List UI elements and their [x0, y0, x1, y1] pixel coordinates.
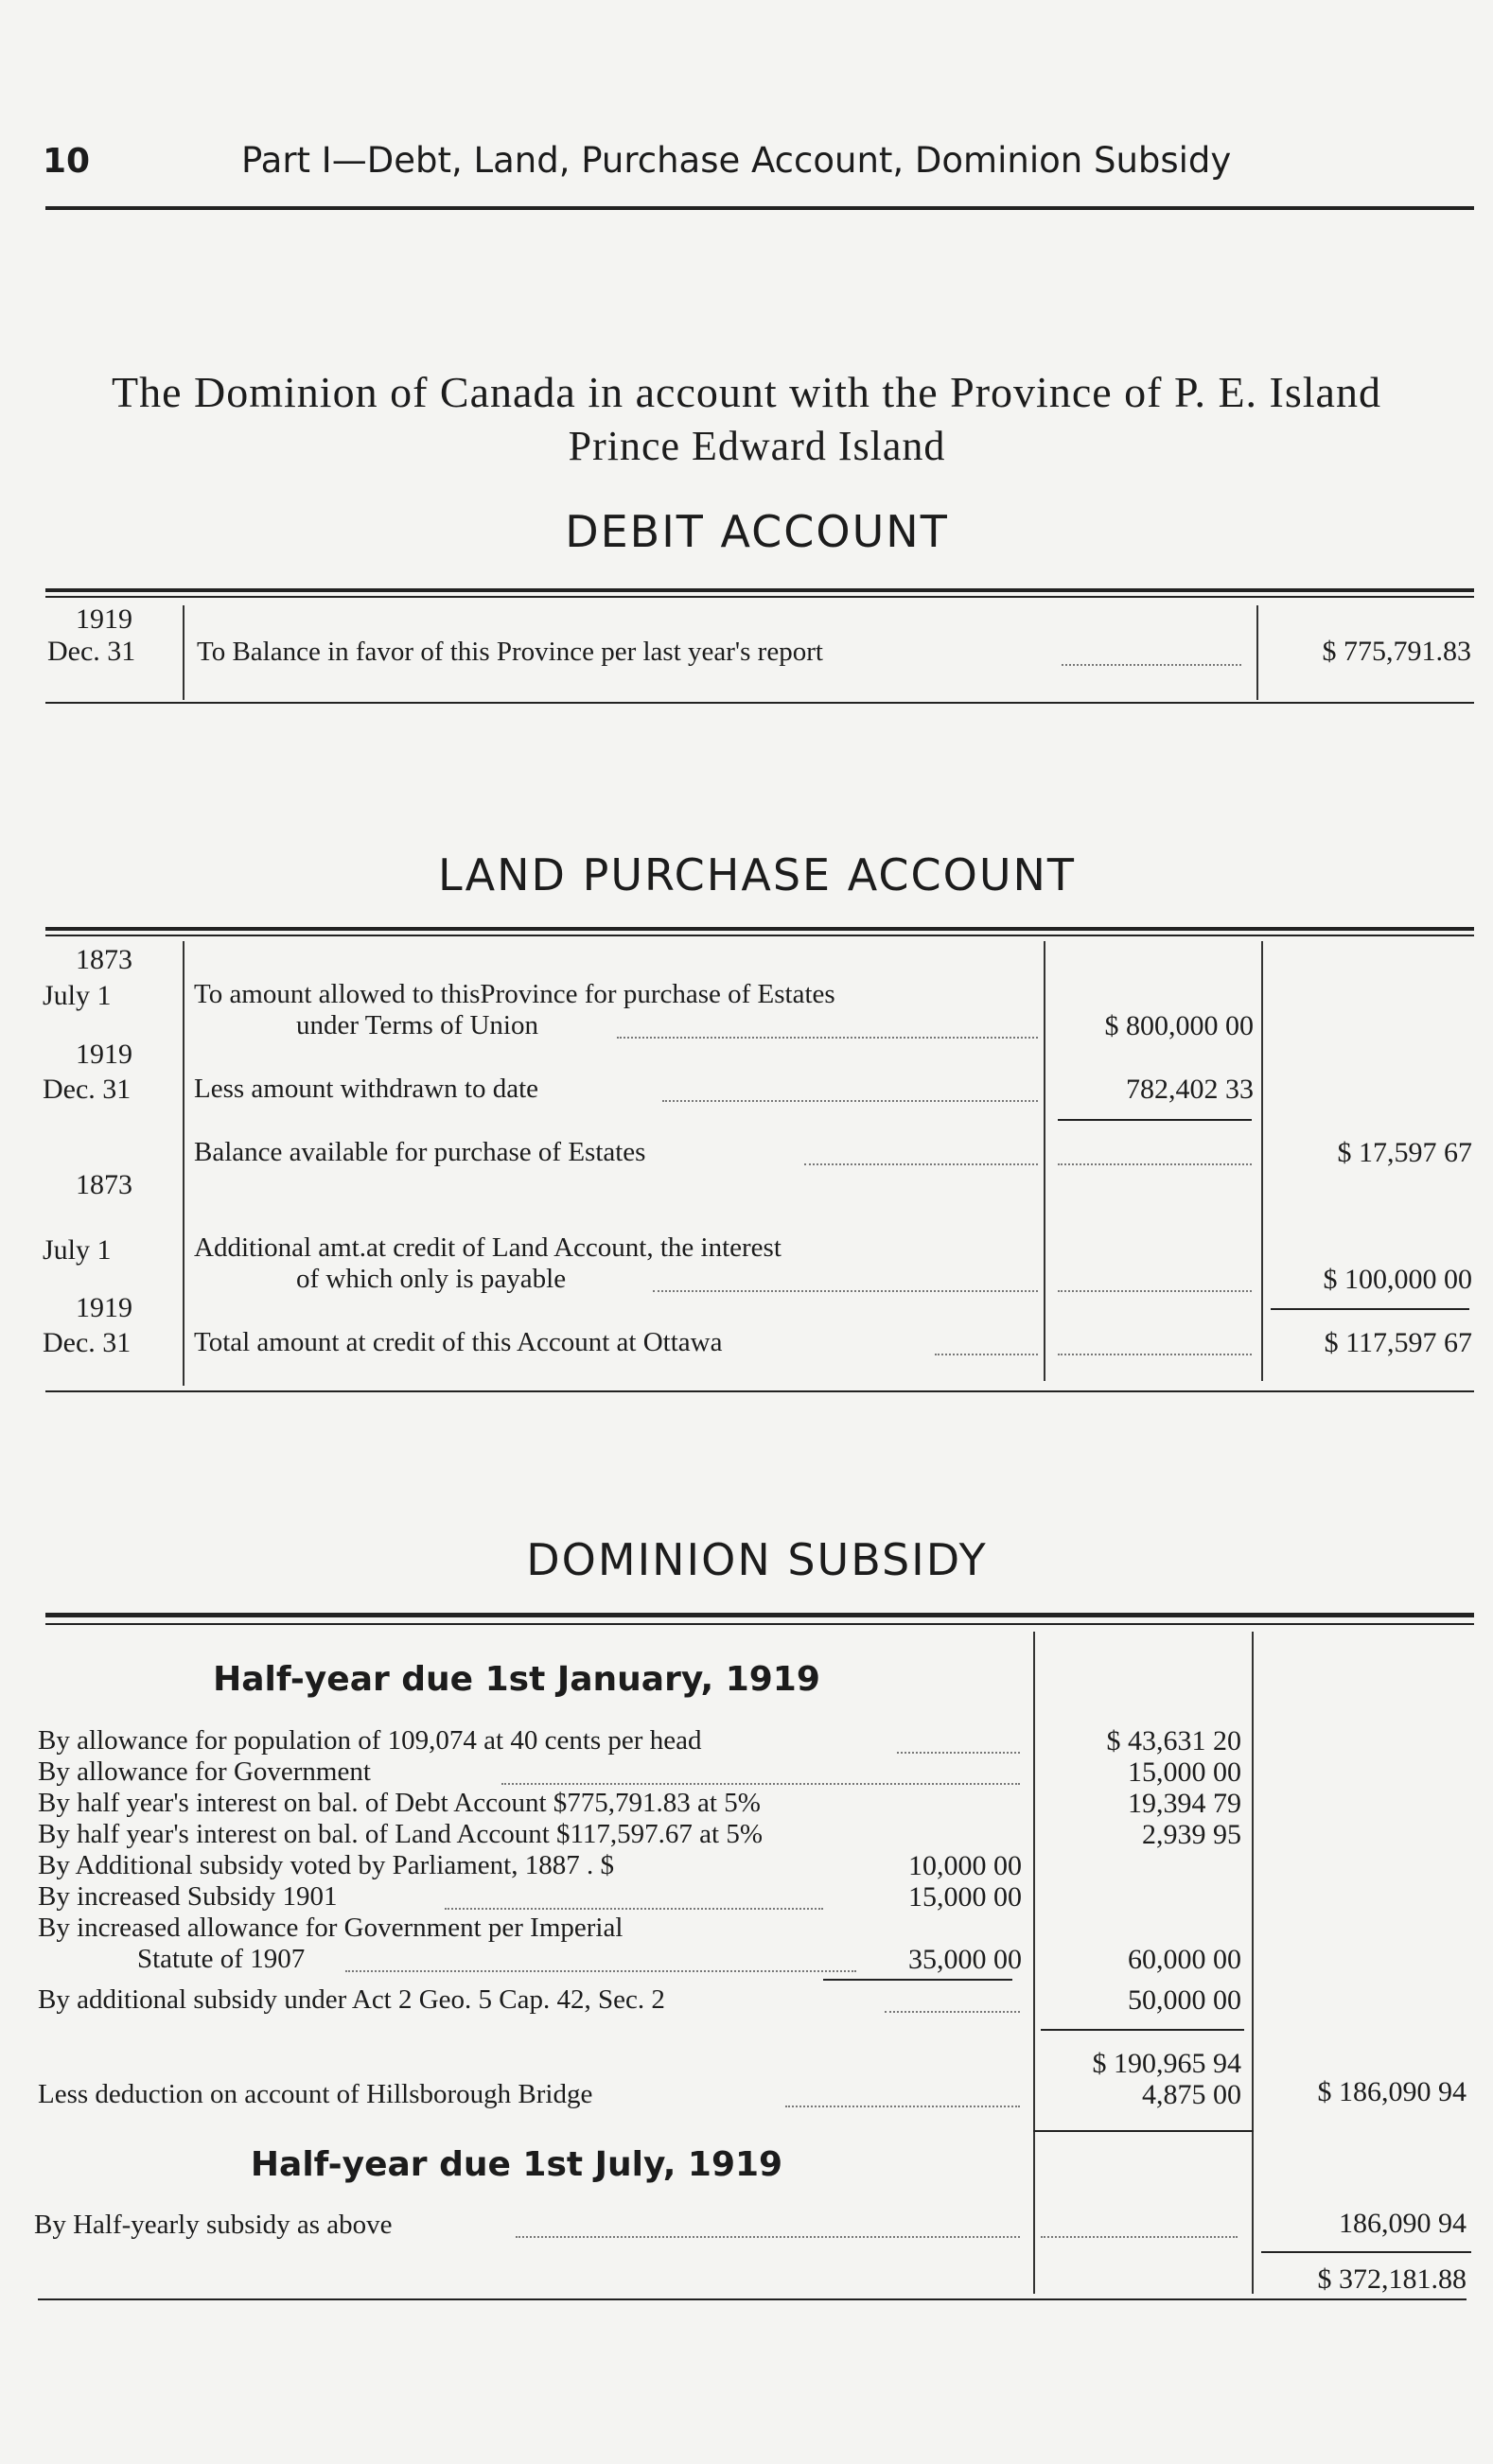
subsidy-row1-col1: $ 43,631 20: [1106, 1725, 1241, 1756]
page-number: 10: [43, 142, 91, 181]
subsidy-row3-text: By half year's interest on bal. of Debt Account $775,791.83 at 5%: [38, 1788, 761, 1818]
land-row3-col2: $ 17,597 67: [1337, 1137, 1472, 1168]
subsidy-subtotal: $ 190,965 94: [1092, 2048, 1241, 2079]
debit-date: Dec. 31: [47, 636, 136, 667]
subsidy-row8-col1: 60,000 00: [1128, 1944, 1241, 1975]
land-row2-year: 1919: [76, 1039, 132, 1070]
land-col2-total-rule: [1271, 1308, 1469, 1310]
subsidy-row4-text: By half year's interest on bal. of Land Account $117,597.67 at 5%: [38, 1819, 764, 1849]
subsidy-row9-leader: [885, 2011, 1020, 2013]
land-row4-leader-col1: [1058, 1290, 1252, 1292]
header-rule: [45, 206, 1474, 210]
subsidy-row8-leader: [345, 1970, 856, 1972]
land-date-divider: [183, 941, 184, 1386]
debit-description: To Balance in favor of this Province per last year's report: [197, 637, 823, 667]
land-row1-leader: [617, 1037, 1038, 1039]
debit-year: 1919: [76, 603, 132, 635]
debit-top-rule-thin: [45, 596, 1474, 598]
document-title: The Dominion of Canada in account with the Province of P. E. Island: [112, 368, 1381, 416]
half-july-amount: 186,090 94: [1339, 2208, 1467, 2239]
subsidy-row8-inner: 35,000 00: [908, 1944, 1022, 1975]
land-row5-col2: $ 117,597 67: [1324, 1327, 1472, 1358]
subsidy-row6-inner: 15,000 00: [908, 1881, 1022, 1913]
land-row1-desc: To amount allowed to thisProvince for purchase of Estates: [194, 979, 835, 1009]
subsidy-row1-text: By allowance for population of 109,074 at 40 cents per head: [38, 1725, 702, 1756]
debit-leader: [1062, 664, 1241, 666]
half-july-leader: [516, 2236, 1020, 2238]
land-col1-divider: [1044, 941, 1045, 1381]
half-year-jan-heading: Half-year due 1st January, 1919: [213, 1660, 820, 1699]
half-july-text: By Half-yearly subsidy as above: [34, 2210, 393, 2240]
land-purchase-heading: LAND PURCHASE ACCOUNT: [437, 849, 1077, 900]
land-row5-leader: [935, 1354, 1038, 1355]
land-row1-col1: $ 800,000 00: [1104, 1010, 1254, 1041]
land-row4-leader: [653, 1290, 1038, 1292]
debit-date-divider: [183, 605, 184, 700]
land-col1-subtotal-rule: [1058, 1119, 1252, 1121]
land-top-rule: [45, 927, 1474, 931]
land-row3-leader-col1: [1058, 1163, 1252, 1165]
land-row3-desc: Balance available for purchase of Estates: [194, 1137, 646, 1167]
land-row2-date: Dec. 31: [43, 1074, 132, 1105]
grand-total: $ 372,181.88: [1317, 2263, 1467, 2295]
deduction-amount: 4,875 00: [1142, 2079, 1241, 2110]
land-row5-leader-col1: [1058, 1354, 1252, 1355]
subsidy-col1-subtotal-rule: [1041, 2029, 1244, 2031]
subsidy-inner-rule: [823, 1979, 1012, 1981]
subsidy-row9-col1: 50,000 00: [1128, 1984, 1241, 2016]
land-row5-year: 1919: [76, 1292, 132, 1323]
subsidy-row3-col1: 19,394 79: [1128, 1788, 1241, 1819]
subsidy-row2-col1: 15,000 00: [1128, 1756, 1241, 1788]
subsidy-row9-text: By additional subsidy under Act 2 Geo. 5 Cap. 42, Sec. 2: [38, 1984, 665, 2015]
land-row2-leader: [662, 1100, 1038, 1102]
debit-top-rule: [45, 588, 1474, 592]
land-row1-year: 1873: [76, 944, 132, 975]
subsidy-row6-text: By increased Subsidy 1901: [38, 1881, 338, 1912]
subsidy-col2-divider: [1252, 1632, 1254, 2294]
debit-account-heading: DEBIT ACCOUNT: [565, 506, 949, 557]
land-row3-leader: [804, 1163, 1038, 1165]
subsidy-top-rule: [45, 1613, 1474, 1617]
land-row4-year: 1873: [76, 1169, 132, 1200]
running-title: Part I—Debt, Land, Purchase Account, Dominion Subsidy: [241, 140, 1232, 181]
deduction-leader: [785, 2106, 1020, 2107]
land-row2-col1: 782,402 33: [1126, 1074, 1254, 1105]
land-row5-date: Dec. 31: [43, 1327, 132, 1358]
land-bottom-rule: [45, 1390, 1474, 1392]
subsidy-row7-text: By increased allowance for Government per Imperial: [38, 1913, 624, 1943]
subsidy-row1-leader: [897, 1752, 1020, 1754]
half-july-leader-col1: [1041, 2236, 1238, 2238]
subsidy-col1-total-rule: [1033, 2130, 1254, 2132]
dominion-subsidy-heading: DOMINION SUBSIDY: [526, 1534, 988, 1585]
land-row4-desc: Additional amt.at credit of Land Account, the interest: [194, 1232, 782, 1263]
land-top-rule-thin: [45, 935, 1474, 936]
land-row4-desc-cont: of which only is payable: [296, 1264, 567, 1294]
subsidy-row4-col1: 2,939 95: [1142, 1819, 1241, 1850]
subsidy-row8-text: Statute of 1907: [137, 1944, 306, 1974]
subsidy-row5-text: By Additional subsidy voted by Parliament, 1887 . $: [38, 1850, 614, 1880]
subsidy-row2-leader: [501, 1783, 1020, 1785]
debit-bottom-rule: [45, 702, 1474, 704]
land-col2-divider: [1261, 941, 1263, 1381]
half-jan-total: $ 186,090 94: [1317, 2076, 1467, 2107]
half-year-july-heading: Half-year due 1st July, 1919: [250, 2145, 783, 2184]
subsidy-row2-text: By allowance for Government: [38, 1756, 371, 1787]
subsidy-bottom-rule: [38, 2298, 1467, 2300]
land-row5-desc: Total amount at credit of this Account at Ottawa: [194, 1327, 723, 1357]
debit-amount: $ 775,791.83: [1322, 636, 1471, 667]
land-row4-col2: $ 100,000 00: [1323, 1264, 1472, 1295]
document-subtitle: Prince Edward Island: [568, 423, 946, 469]
land-row4-date: July 1: [43, 1234, 112, 1266]
subsidy-col2-total-rule: [1261, 2251, 1471, 2253]
subsidy-top-rule-thin: [45, 1623, 1474, 1625]
subsidy-row5-inner: 10,000 00: [908, 1850, 1022, 1881]
land-row1-date: July 1: [43, 980, 112, 1011]
deduction-text: Less deduction on account of Hillsborough Bridge: [38, 2079, 593, 2109]
land-row1-desc-cont: under Terms of Union: [296, 1010, 538, 1040]
land-row2-desc: Less amount withdrawn to date: [194, 1074, 539, 1104]
subsidy-row6-leader: [445, 1908, 823, 1910]
